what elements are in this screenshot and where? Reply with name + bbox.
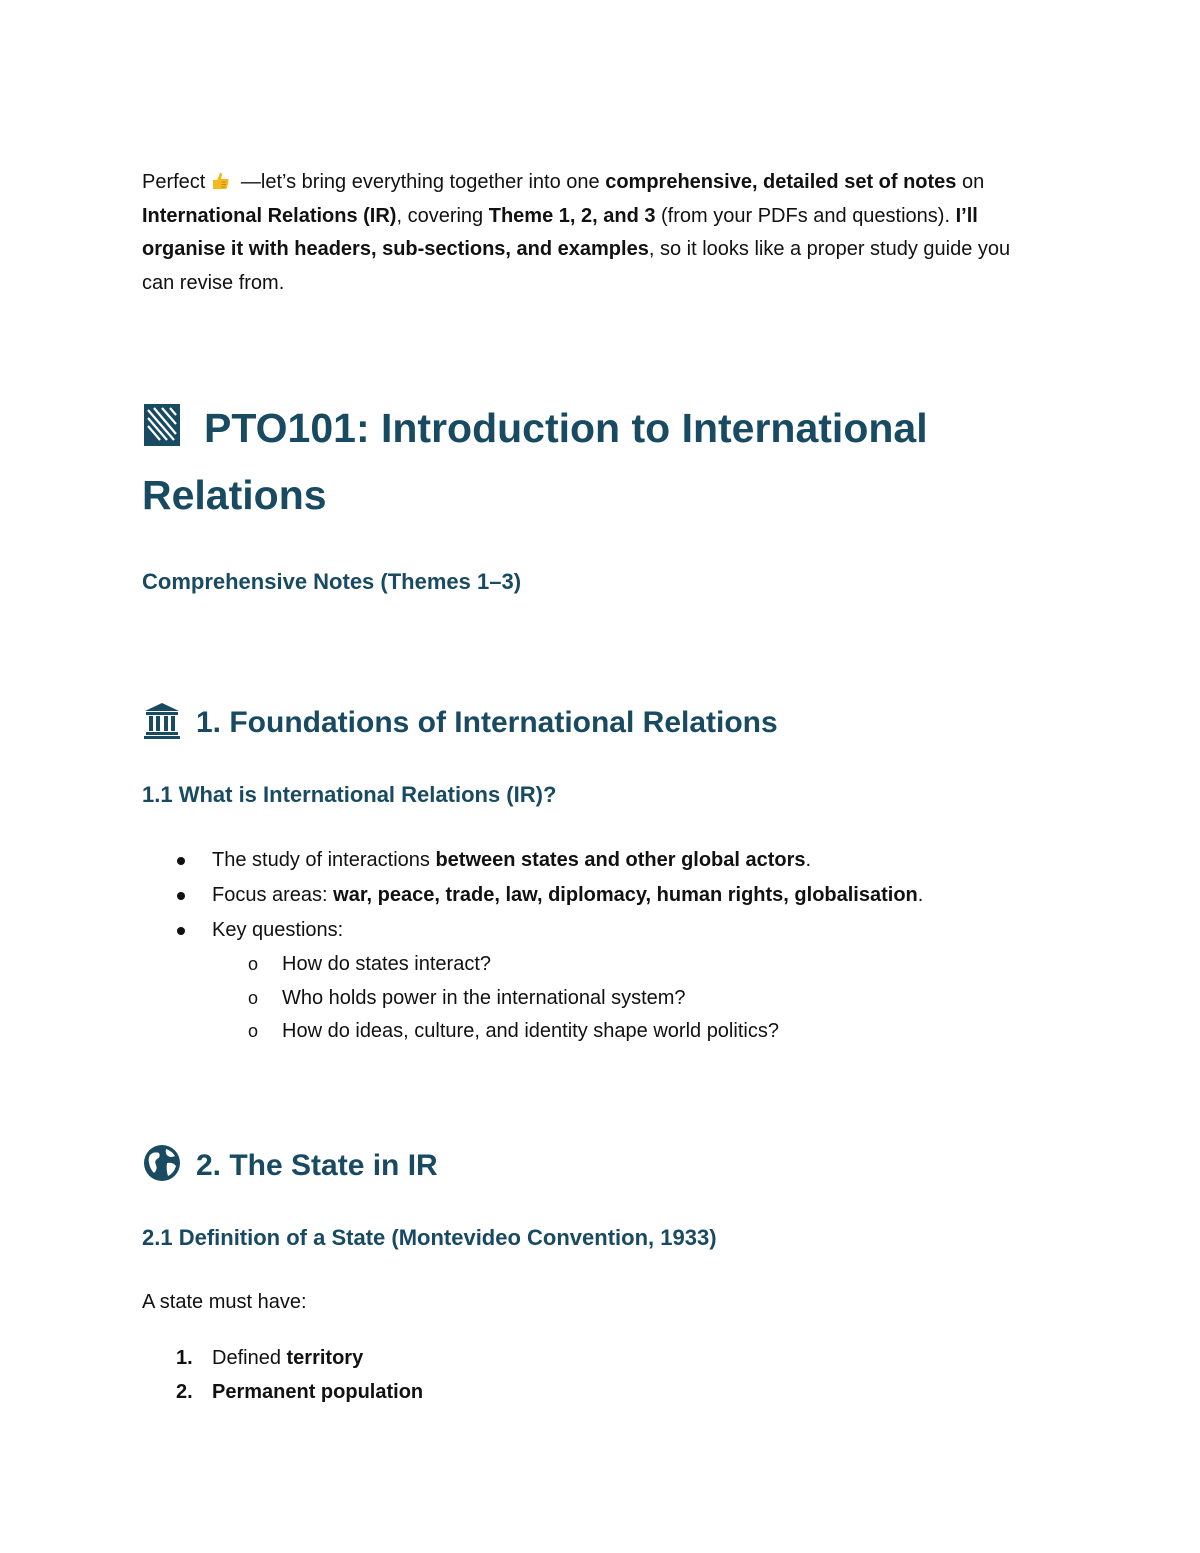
list-item-text: Focus areas: (212, 884, 334, 906)
sub-list-item: o How do states interact? (212, 948, 1042, 982)
document-title-text: PTO101: Introduction to International Relations (142, 405, 928, 518)
intro-paragraph (142, 166, 1042, 300)
item-number: 1. (176, 1347, 193, 1369)
intro-text: on (956, 171, 985, 193)
sub-list-item: o Who holds power in the international system? (212, 982, 1042, 1016)
numbered-item (142, 1375, 423, 1409)
list-item-text: The study of interactions (212, 849, 436, 871)
list-item (142, 843, 1042, 878)
thumbs-up-icon (209, 170, 231, 192)
intro-bold: International Relations (IR) (142, 204, 397, 227)
intro-text: —let’s bring everything together into one (235, 171, 606, 193)
item-number: 2. (176, 1381, 193, 1403)
section-2-lead: A state must have: (142, 1291, 307, 1313)
notepad-icon (142, 400, 182, 450)
intro-bold: comprehensive, detailed set of notes (605, 171, 957, 193)
intro-text: , so it looks like a proper study guide you can revise from. (142, 238, 1011, 294)
globe-icon (142, 1143, 182, 1183)
intro-bold: I’ll organise it with (142, 204, 978, 260)
list-item-text: Key questions: (212, 919, 344, 941)
list-item-text: . (805, 849, 812, 871)
list-item-bold: war, peace, trade, law, diplomacy, human rights, globalisation (333, 884, 918, 906)
intro-text: Perfect (142, 171, 206, 193)
list-item (142, 913, 1042, 1049)
section-1-heading-text: 1. Foundations of International Relations (196, 706, 778, 739)
classical-building-icon (142, 700, 182, 740)
item-bold: territory (286, 1347, 364, 1369)
section-1-heading (142, 700, 778, 743)
section-2-heading (142, 1143, 438, 1186)
intro-bold: Theme 1, 2, and 3 (488, 204, 656, 227)
document-subtitle: Comprehensive Notes (Themes 1–3) (142, 569, 522, 594)
intro-text: , covering (396, 204, 489, 227)
list-item-text: . (917, 884, 924, 906)
sub-list-item: o How do ideas, culture, and identity shape world politics? (212, 1015, 1042, 1049)
numbered-item (142, 1341, 423, 1375)
numbered-list (142, 1341, 423, 1409)
item-text: Defined (212, 1347, 287, 1369)
section-2-1-heading: 2.1 Definition of a State (Montevideo Convention, 1933) (142, 1225, 717, 1250)
bullet-list (142, 843, 1042, 1049)
intro-text: (from your PDFs and questions). (655, 204, 956, 227)
intro-bold: headers, sub-sections, and examples (294, 238, 649, 260)
section-1-1-heading: 1.1 What is International Relations (IR)? (142, 782, 557, 807)
list-item-bold: between states and other global actors (435, 849, 806, 871)
section-2-heading-text: 2. The State in IR (196, 1149, 438, 1182)
sub-bullet-list (212, 948, 1042, 1049)
item-bold: Permanent population (212, 1381, 424, 1403)
list-item (142, 878, 1042, 913)
document-title (142, 395, 1042, 529)
